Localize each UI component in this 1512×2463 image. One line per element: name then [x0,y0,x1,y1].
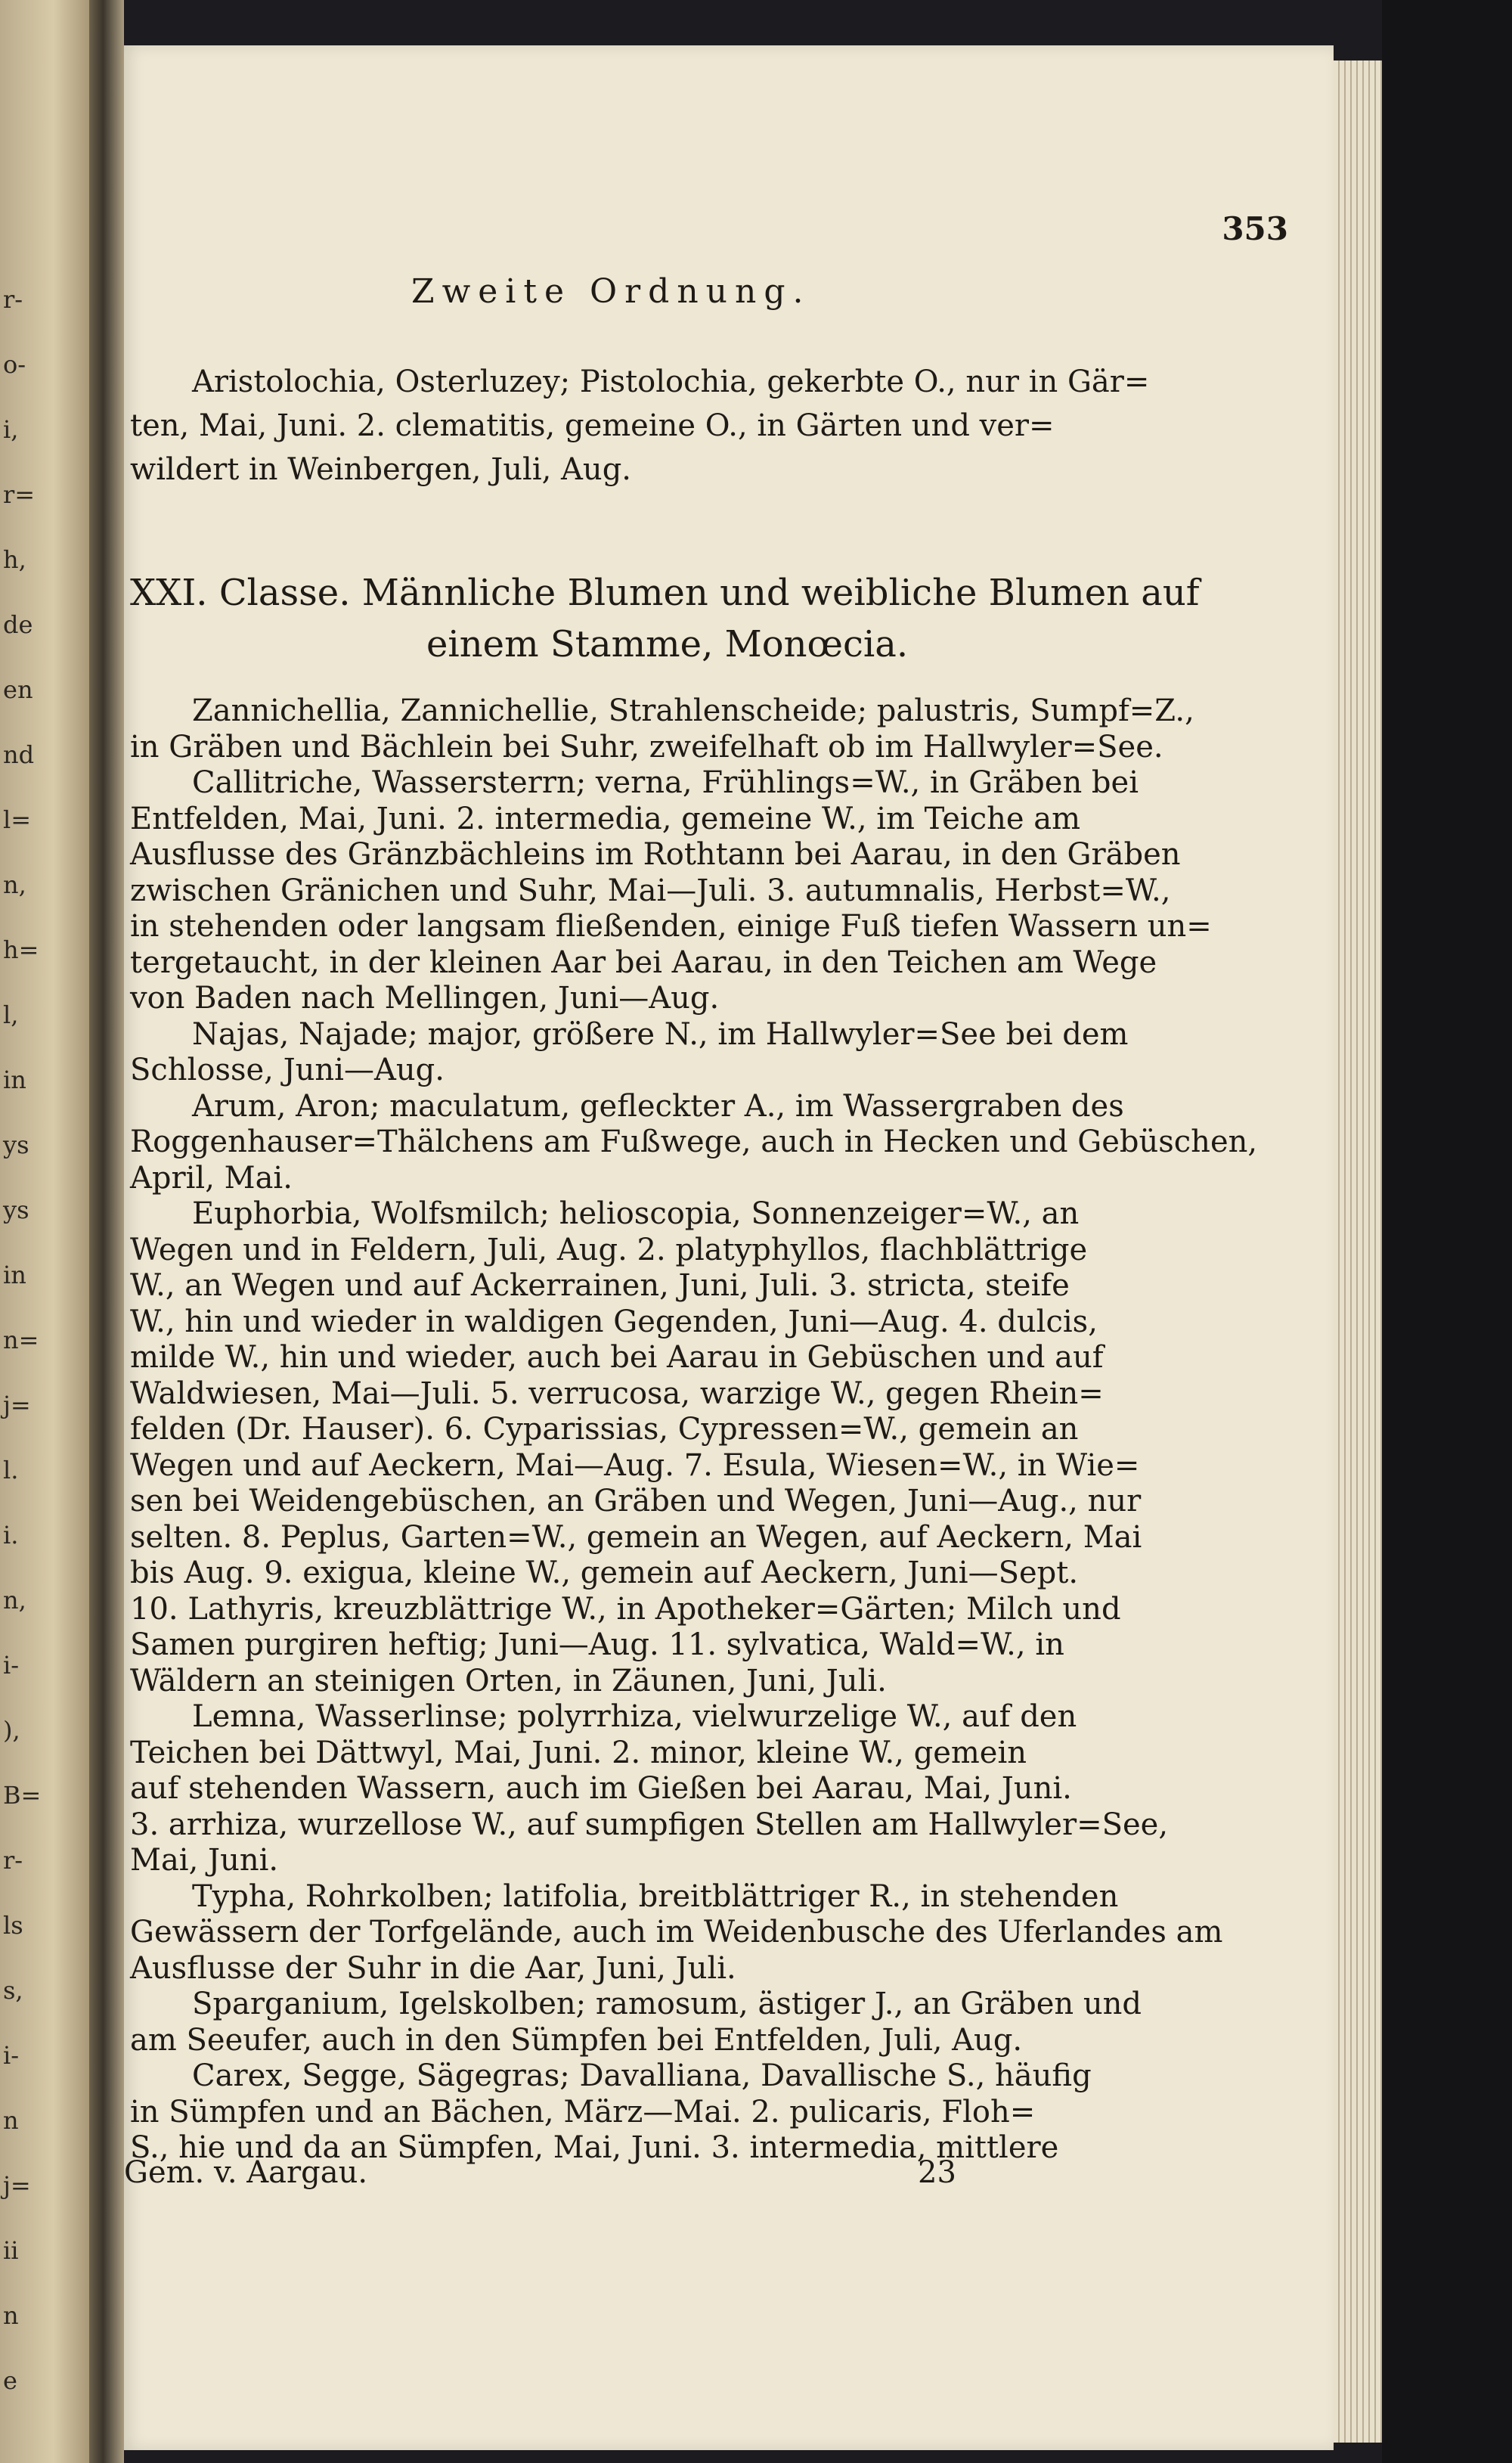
page-stack-edges [1334,60,1382,2443]
printer-signature: Gem. v. Aargau. [124,2155,368,2190]
text-line: tergetaucht, in der kleinen Aar bei Aarau, in den Teichen am Wege [130,945,1157,980]
facing-page-fragment: h, [3,545,26,574]
text-line: in Gräben und Bächlein bei Suhr, zweifelhaft ob im Hallwyler=See. [130,729,1163,765]
facing-page-fragment: i, [3,415,19,444]
order-heading: Zweite Ordnung. [411,272,811,311]
text-line: April, Mai. [130,1160,293,1196]
background [1382,0,1512,2463]
text-line: auf stehenden Wassern, auch im Gießen bei Aarau, Mai, Juni. [130,1771,1072,1806]
facing-page-fragment: j= [3,2171,31,2200]
class-subheading: einem Stamme, Monœcia. [426,623,909,665]
facing-page-fragment: l. [3,1456,19,1484]
text-line: Samen purgiren heftig; Juni—Aug. 11. sylvatica, Wald=W., in [130,1627,1064,1662]
facing-page-fragment: ), [3,1716,20,1745]
text-line: zwischen Gränichen und Suhr, Mai—Juli. 3. autumnalis, Herbst=W., [130,873,1171,908]
facing-page-fragment: n, [3,1586,26,1615]
text-line: von Baden nach Mellingen, Juni—Aug. [130,981,720,1016]
text-line: W., hin und wieder in waldigen Gegenden, Juni—Aug. 4. dulcis, [130,1304,1098,1339]
facing-page-fragment: n= [3,1326,39,1354]
facing-page-fragment: ii [3,2236,19,2265]
entry-first-line: Callitriche, Wassersterrn; verna, Frühlings=W., in Gräben bei [192,765,1139,800]
class-heading: XXI. Classe. Männliche Blumen und weibliche Blumen auf [130,572,1200,614]
book-page [124,45,1334,2450]
facing-page-fragment: nd [3,740,35,769]
entry-first-line: Sparganium, Igelskolben; ramosum, ästiger J., an Gräben und [192,1987,1142,2021]
book-gutter [89,0,124,2463]
facing-page-fragment: B= [3,1781,42,1810]
entry-first-line: Lemna, Wasserlinse; polyrrhiza, vielwurzelige W., auf den [192,1699,1077,1734]
facing-page-fragment: in [3,1261,26,1289]
facing-page-fragment: h= [3,935,39,964]
text-line: milde W., hin und wieder, auch bei Aarau in Gebüschen und auf [130,1340,1104,1375]
text-line: 3. arrhiza, wurzellose W., auf sumpfigen Stellen am Hallwyler=See, [130,1807,1169,1842]
facing-page-fragment: i- [3,1651,20,1680]
sheet-number: 23 [918,2155,956,2190]
facing-page-fragment: ys [3,1131,29,1159]
text-line: Teichen bei Dättwyl, Mai, Juni. 2. minor, kleine W., gemein [130,1735,1027,1770]
page-number: 353 [1222,210,1288,247]
entry-first-line: Euphorbia, Wolfsmilch; helioscopia, Sonnenzeiger=W., an [192,1196,1080,1231]
text-line: wildert in Weinbergen, Juli, Aug. [130,452,632,487]
text-line: ten, Mai, Juni. 2. clematitis, gemeine O., in Gärten und ver= [130,408,1055,443]
text-line: Waldwiesen, Mai—Juli. 5. verrucosa, warzige W., gegen Rhein= [130,1376,1104,1411]
text-line: in stehenden oder langsam fließenden, einige Fuß tiefen Wassern un= [130,909,1212,944]
text-line: Ausflusse der Suhr in die Aar, Juni, Juli. [130,1950,736,1986]
page-content [124,45,1334,2450]
text-line: Wäldern an steinigen Orten, in Zäunen, Juni, Juli. [130,1663,887,1698]
facing-page-fragment: ys [3,1196,29,1224]
facing-page-fragment: s, [3,1976,23,2005]
text-line: Gewässern der Torfgelände, auch im Weidenbusche des Uferlandes am [130,1915,1223,1950]
entry-first-line: Typha, Rohrkolben; latifolia, breitblättriger R., in stehenden [192,1878,1119,1914]
facing-page-fragment: n [3,2106,19,2135]
facing-page-fragment: e [3,2366,17,2395]
text-line: 10. Lathyris, kreuzblättrige W., in Apotheker=Gärten; Milch und [130,1591,1121,1627]
text-line: Roggenhauser=Thälchens am Fußwege, auch in Hecken und Gebüschen, [130,1124,1258,1159]
facing-page-fragment: en [3,675,33,704]
facing-page-fragment: n, [3,870,26,899]
text-line: Wegen und in Feldern, Juli, Aug. 2. platyphyllos, flachblättrige [130,1232,1088,1267]
text-line: bis Aug. 9. exigua, kleine W., gemein auf Aeckern, Juni—Sept. [130,1556,1079,1590]
facing-page-fragment: j= [3,1391,31,1419]
entry-first-line: Zannichellia, Zannichellie, Strahlenscheide; palustris, Sumpf=Z., [192,693,1194,728]
text-line: in Sümpfen und an Bächen, März—Mai. 2. pulicaris, Floh= [130,2094,1036,2130]
text-line: felden (Dr. Hauser). 6. Cyparissias, Cypressen=W., gemein an [130,1412,1079,1447]
text-line: Wegen und auf Aeckern, Mai—Aug. 7. Esula, Wiesen=W., in Wie= [130,1447,1140,1483]
facing-page-fragment: de [3,610,33,639]
facing-page-fragment: in [3,1066,26,1094]
text-line: selten. 8. Peplus, Garten=W., gemein an Wegen, auf Aeckern, Mai [130,1519,1142,1555]
facing-page-fragment: r- [3,285,23,314]
text-line: am Seeufer, auch in den Sümpfen bei Entfelden, Juli, Aug. [130,2022,1023,2058]
text-line: sen bei Weidengebüschen, an Gräben und Wegen, Juni—Aug., nur [130,1484,1142,1518]
facing-page-fragment: n [3,2301,19,2330]
text-line: Mai, Juni. [130,1843,279,1878]
entry-first-line: Carex, Segge, Sägegras; Davalliana, Davallische S., häufig [192,2058,1092,2093]
text-line: S., hie und da an Sümpfen, Mai, Juni. 3. intermedia, mittlere [130,2130,1059,2165]
facing-page-fragment: r- [3,1846,23,1875]
text-line: Entfelden, Mai, Juni. 2. intermedia, gemeine W., im Teiche am [130,801,1081,836]
facing-page-fragment: r= [3,480,36,509]
text-line: Aristolochia, Osterluzey; Pistolochia, gekerbte O., nur in Gär= [192,364,1150,399]
facing-page-fragment: ls [3,1911,23,1940]
facing-page-fragment: o- [3,350,26,379]
facing-page-fragment: i. [3,1521,19,1549]
text-line: Ausflusse des Gränzbächleins im Rothtann bei Aarau, in den Gräben [130,837,1181,872]
facing-page-fragment: i- [3,2041,20,2070]
facing-page-edge [0,0,89,2463]
facing-page-fragment: l, [3,1000,19,1029]
facing-page-fragment: l= [3,805,32,834]
text-line: Schlosse, Juni—Aug. [130,1053,445,1087]
text-line: W., an Wegen und auf Ackerrainen, Juni, Juli. 3. stricta, steife [130,1268,1070,1303]
entry-first-line: Arum, Aron; maculatum, gefleckter A., im Wassergraben des [192,1088,1124,1124]
entry-first-line: Najas, Najade; major, größere N., im Hallwyler=See bei dem [192,1016,1129,1052]
